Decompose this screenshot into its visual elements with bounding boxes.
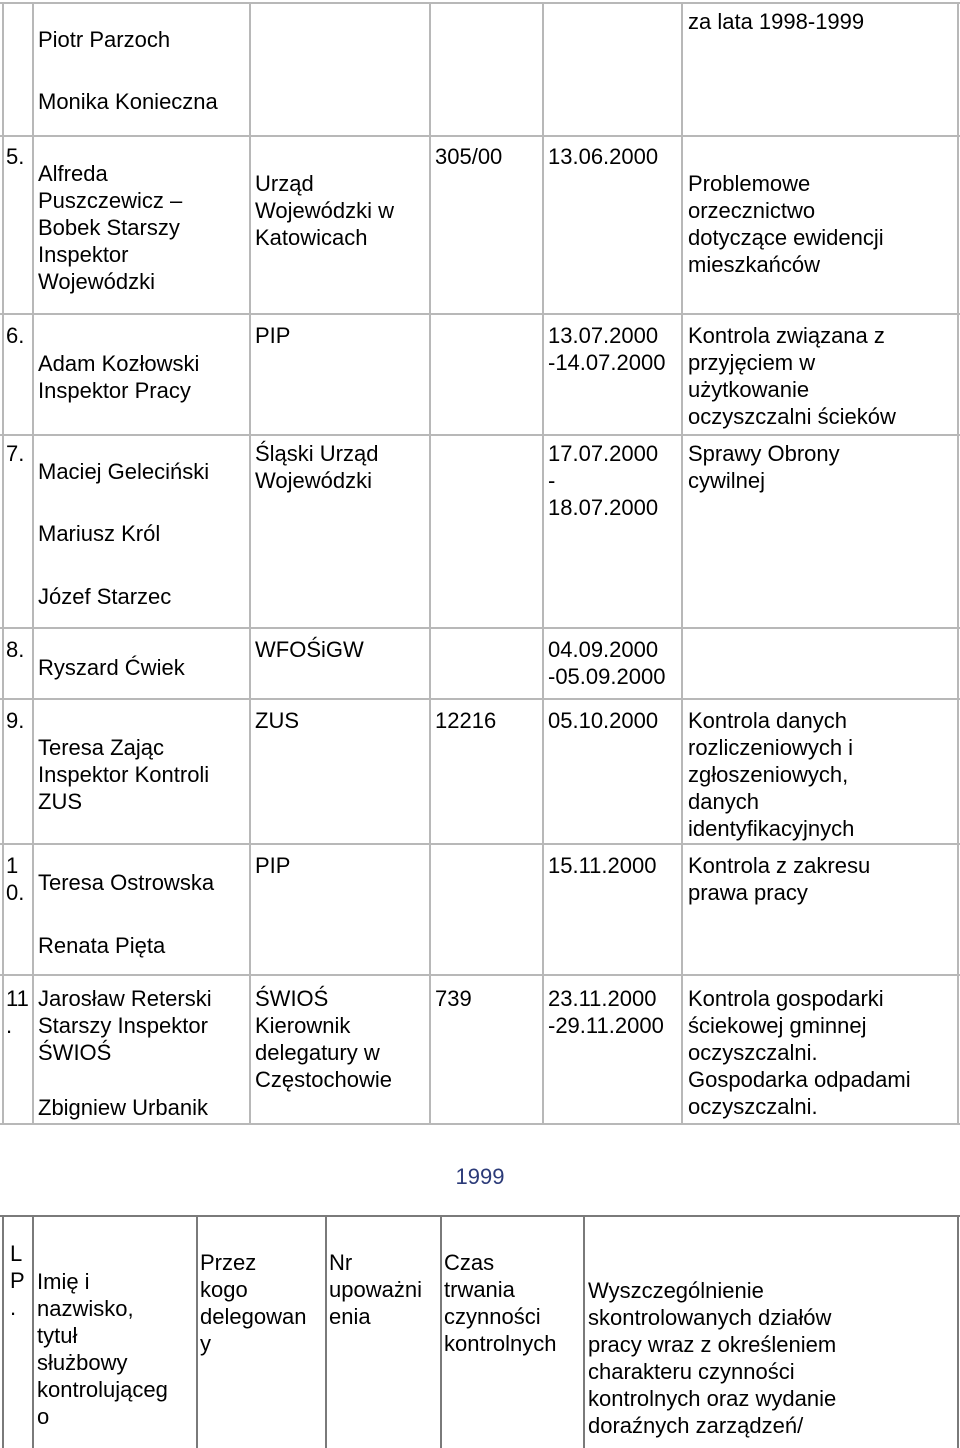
row-delegated-by: Urząd Wojewódzki w Katowicach <box>255 171 394 250</box>
row-authorization-nr: 739 <box>435 986 472 1011</box>
row-time: 04.09.2000 -05.09.2000 <box>548 637 666 689</box>
row-description: Kontrola z zakresu prawa pracy <box>688 853 871 905</box>
row-person-2: Zbigniew Urbanik <box>38 1095 208 1120</box>
year-heading: 1999 <box>455 1164 505 1189</box>
header-person: Imię i nazwisko, tytuł służbowy kontrolująceg o <box>37 1269 168 1429</box>
row-delegated-by: ŚWIOŚ Kierownik delegatury w Częstochowie <box>255 986 392 1092</box>
header-delegated-by: Przez kogo delegowan y <box>200 1250 307 1356</box>
top-name-2: Monika Konieczna <box>38 89 218 114</box>
top-name-1: Piotr Parzoch <box>38 27 171 52</box>
row-person: Maciej Geleciński <box>38 459 210 484</box>
row-time: 13.07.2000 -14.07.2000 <box>548 323 666 375</box>
row-lp: 11 . <box>6 986 29 1038</box>
row-lp: 8. <box>6 637 25 662</box>
row-lp: 9. <box>6 708 25 733</box>
row-delegated-by: PIP <box>255 853 291 878</box>
row-time: 15.11.2000 <box>548 853 657 878</box>
row-lp: 6. <box>6 323 25 348</box>
row-authorization-nr: 12216 <box>435 708 497 733</box>
row-person: Ryszard Ćwiek <box>38 655 185 680</box>
row-description: Kontrola związana z przyjęciem w użytkowanie oczyszczalni ścieków <box>688 323 896 429</box>
row-person-2: Renata Pięta <box>38 933 166 958</box>
row-time: 13.06.2000 <box>548 144 659 169</box>
row-person: Teresa Ostrowska <box>38 870 215 895</box>
row-description: Sprawy Obrony cywilnej <box>688 441 840 493</box>
row-delegated-by: ZUS <box>255 708 299 733</box>
row-person: Jarosław Reterski Starszy Inspektor ŚWIOŚ <box>38 986 212 1065</box>
row-person: Teresa Zając Inspektor Kontroli ZUS <box>38 735 210 814</box>
row-person: Adam Kozłowski Inspektor Pracy <box>38 351 200 403</box>
row-person-2: Mariusz Król <box>38 521 161 546</box>
row-person: Alfreda Puszczewicz – Bobek Starszy Inspektor Wojewódzki <box>38 161 183 294</box>
header-lp: L P . <box>10 1241 25 1320</box>
header-duration: Czas trwania czynności kontrolnych <box>444 1250 557 1356</box>
header-authorization-nr: Nr upoważni enia <box>329 1250 422 1329</box>
row-authorization-nr: 305/00 <box>435 144 503 169</box>
header-description: Wyszczególnienie skontrolowanych działów pracy wraz z określeniem charakteru czynności kontrolnych oraz wydanie doraźnych zarządzeń/ <box>588 1278 837 1438</box>
row-description: Kontrola gospodarki ściekowej gminnej oczyszczalni. Gospodarka odpadami oczyszczalni. <box>688 986 911 1119</box>
row-time: 17.07.2000 - 18.07.2000 <box>548 441 659 520</box>
row-delegated-by: WFOŚiGW <box>255 637 364 662</box>
top-period: za lata 1998-1999 <box>688 9 865 34</box>
row-delegated-by: PIP <box>255 323 291 348</box>
row-time: 23.11.2000 -29.11.2000 <box>548 986 664 1038</box>
row-lp: 7. <box>6 441 25 466</box>
row-description: Problemowe orzecznictwo dotyczące ewidencji mieszkańców <box>688 171 884 277</box>
row-lp: 5. <box>6 144 25 169</box>
row-time: 05.10.2000 <box>548 708 659 733</box>
row-delegated-by: Śląski Urząd Wojewódzki <box>255 441 379 493</box>
row-description: Kontrola danych rozliczeniowych i zgłoszeniowych, danych identyfikacyjnych <box>688 708 855 841</box>
row-person-3: Józef Starzec <box>38 584 172 609</box>
row-lp: 1 0. <box>6 853 25 905</box>
